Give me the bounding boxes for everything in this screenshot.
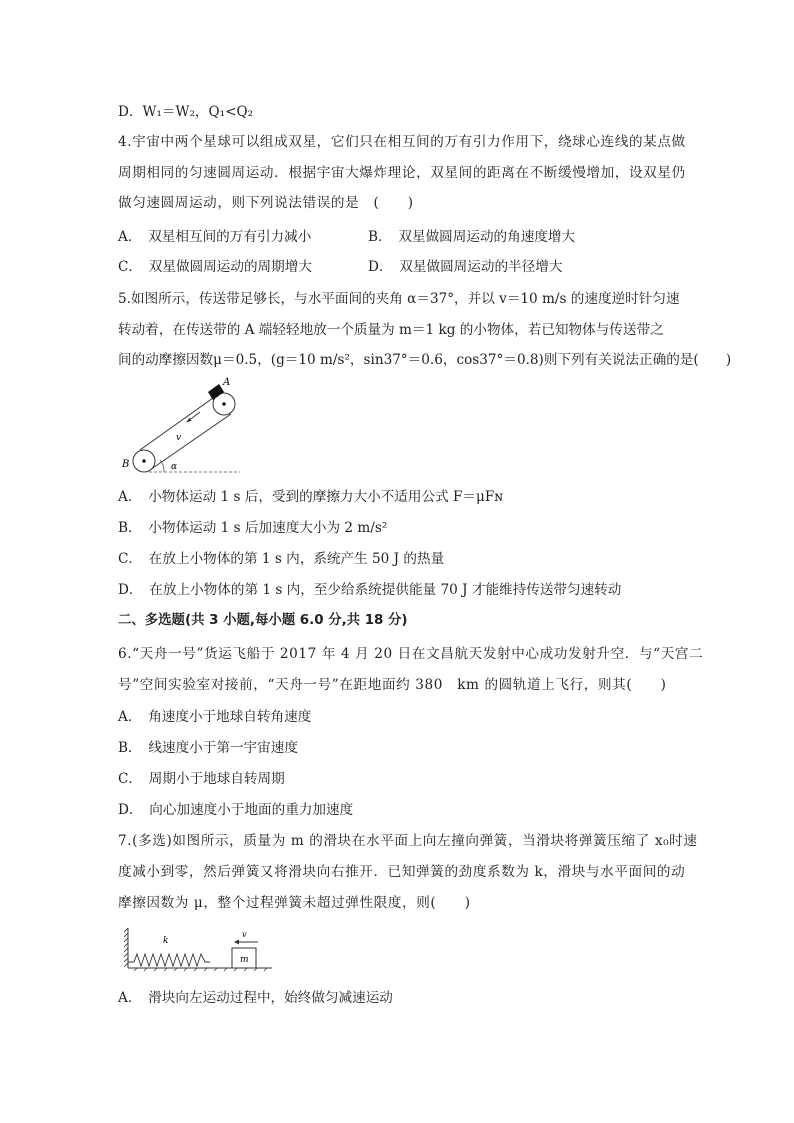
label-k: k: [163, 936, 169, 946]
q4-stem-line-1: 4.宇宙中两个星球可以组成双星，它们只在相互间的万有引力作用下，绕球心连线的某点做: [118, 134, 686, 150]
q7-stem-line-3: 摩擦因数为 μ，整个过程弹簧未超过弹性限度，则( ): [118, 895, 471, 911]
q6-stem-line-2: 号”空间实验室对接前，“天舟一号”在距地面约 380 km 的圆轨道上飞行，则其( ): [118, 677, 667, 693]
q4-stem-line-3: 做匀速圆周运动，则下列说法错误的是 ( ): [118, 195, 414, 211]
q6-option-c: C． 周期小于地球自转周期: [118, 771, 285, 787]
q5-option-c: C． 在放上小物体的第 1 s 内，系统产生 50 J 的热量: [118, 551, 445, 567]
q6-option-b: B． 线速度小于第一宇宙速度: [118, 740, 298, 756]
q4-option-a: A． 双星相互间的万有引力减小: [118, 229, 312, 245]
q5-option-a: A． 小物体运动 1 s 后，受到的摩擦力大小不适用公式 F＝μFɴ: [118, 489, 504, 505]
q4-option-c: C． 双星做圆周运动的周期增大: [118, 259, 312, 275]
q5-option-b: B． 小物体运动 1 s 后加速度大小为 2 m/s²: [118, 520, 388, 536]
q3-option-d: D．W₁＝W₂，Q₁<Q₂: [118, 104, 254, 120]
q7-stem-line-1: 7.(多选)如图所示，质量为 m 的滑块在水平面上向左撞向弹簧，当滑块将弹簧压缩了 x₀时速: [118, 833, 698, 849]
q5-stem-line-3: 间的动摩擦因数μ＝0.5，(g＝10 m/s²，sin37°＝0.6，cos37°＝0.8)则下列有关说法正确的是( ): [118, 352, 732, 368]
label-alpha: α: [171, 462, 178, 472]
spring-block-figure: [124, 926, 274, 972]
q6-option-d: D． 向心加速度小于地面的重力加速度: [118, 802, 354, 818]
q5-option-d: D． 在放上小物体的第 1 s 内，至少给系统提供能量 70 J 才能维持传送带匀速转动: [118, 582, 622, 598]
spring-shape: [128, 954, 210, 966]
label-a: A: [223, 377, 231, 388]
label-v: v: [176, 433, 182, 443]
q6-option-a: A． 角速度小于地球自转角速度: [118, 709, 312, 725]
q5-stem-line-1: 5.如图所示，传送带足够长，与水平面间的夹角 α＝37°，并以 v＝10 m/s 的速度逆时针匀速: [118, 291, 680, 307]
label-v: v: [242, 930, 247, 939]
conveyor-belt-figure: [116, 374, 246, 480]
q6-stem-line-1: 6.“天舟一号”货运飞船于 2017 年 4 月 20 日在文昌航天发射中心成功发射升空．与“天宫二: [118, 646, 704, 662]
q4-option-b: B． 双星做圆周运动的角速度增大: [368, 229, 576, 245]
q5-stem-line-2: 转动着，在传送带的 A 端轻轻地放一个质量为 m＝1 kg 的小物体，若已知物体与传送带之: [118, 322, 664, 338]
section-2-title: 二、多选题(共 3 小题,每小题 6.0 分,共 18 分): [118, 613, 408, 628]
q7-stem-line-2: 度减小到零，然后弹簧又将滑块向右推开．已知弹簧的劲度系数为 k，滑块与水平面间的动: [118, 864, 686, 880]
label-b: B: [122, 459, 130, 470]
q7-option-a: A． 滑块向左运动过程中，始终做匀减速运动: [118, 990, 393, 1006]
q4-stem-line-2: 周期相同的匀速圆周运动．根据宇宙大爆炸理论，双星间的距离在不断缓慢增加，设双星仍: [118, 165, 686, 181]
q4-options-row-2: [118, 258, 563, 276]
q4-options-row-1: [118, 228, 576, 246]
label-m: m: [240, 955, 249, 965]
q4-option-d: D． 双星做圆周运动的半径增大: [368, 259, 563, 275]
